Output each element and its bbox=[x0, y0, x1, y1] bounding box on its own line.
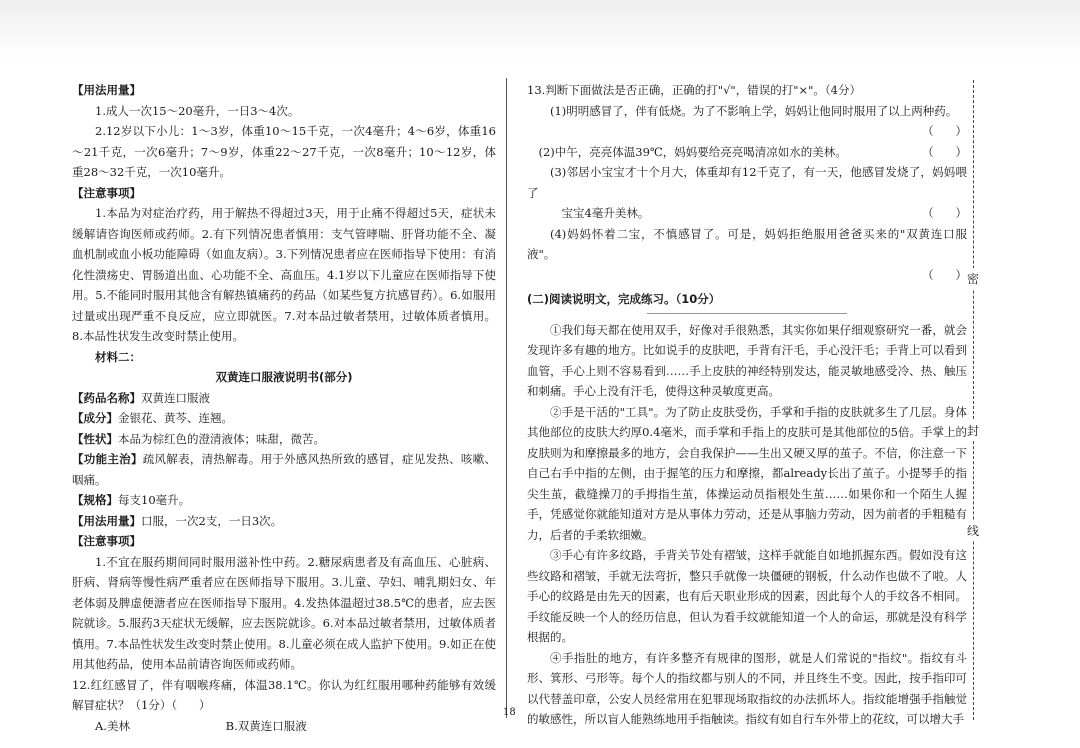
question-12-text: 12.红红感冒了，伴有咽喉疼痛，体温38.1℃。你认为红红服用哪种药能够有效缓解冒症状？（1分） bbox=[72, 677, 496, 712]
answer-paren: （ ） bbox=[922, 267, 967, 282]
page-number: 18 bbox=[503, 707, 516, 718]
usage2-label: 【用法用量】 bbox=[72, 513, 141, 528]
answer-paren: （ ） bbox=[922, 206, 967, 220]
paragraph-4: ④手指肚的地方，有许多整齐有规律的图形，就是人们常说的"指纹"。指纹有斗形、箕形、弓形等。每个人的指纹都与别人的不同，并且终生不变。因此，按手指印可以代替盖印章，公安人员经常用在犯罪现场取指纹的办法抓坏人。指纹能增强手指触觉的敏感性，所以盲人能熟练地用手指触读。指纹有如自行车外带上的花纹，可以增大手 bbox=[527, 650, 967, 726]
q13-item-3-text: 宝宝4毫升美林。 bbox=[561, 206, 650, 220]
q13-item-4-answer bbox=[527, 265, 967, 286]
q13-item-2-text: (2)中午，亮亮体温39℃，妈妈要给亮亮喝清凉如水的美林。 bbox=[538, 144, 847, 159]
notes2-heading: 【注意事项】 bbox=[72, 534, 141, 548]
material-title: 双黄连口服液说明书(部分) bbox=[215, 370, 353, 384]
question-12-options bbox=[72, 716, 496, 737]
q13-item-3: (3)邻居小宝宝才十个月大，体重却有12千克了，有一天，他感冒发烧了，妈妈喂了 bbox=[527, 165, 967, 200]
answer-paren: （ ） bbox=[922, 124, 967, 138]
paragraph-2: ②手是干活的"工具"。为了防止皮肤受伤，手掌和手指的皮肤就多生了几层。身体其他部位的皮肤大约厚0.4毫米，而手掌和手指上的皮肤可是其他部位的5倍。手掌上的皮肤则为和摩擦最多的地方，会自我保护——生出又硬又厚的茧子。不信，你注意一下自己右手中指的左侧，由于握笔的压力和摩擦，都already长出了茧子。小提琴手的指尖生茧，截缝操刀的手拇指生茧，体操运动员指根处生茧……如果你和一个陌生人握手，凭感觉你就能知道对方是从事体力劳动，还是从事脑力劳动，因为前者的手粗糙有力，后者的手柔软细嫩。 bbox=[527, 404, 967, 542]
q13-item-1-answer bbox=[527, 121, 967, 142]
function-value: 疏风解表，清热解毒。用于外感风热所致的感冒，症见发热、咳嗽、咽痛。 bbox=[72, 452, 497, 487]
usage-line-2: 2.12岁以下小儿：1～3岁，体重10～15千克，一次4毫升；4～6岁，体重16～21千克，一次6毫升；7～9岁，体重22～27千克，一次8毫升；10～12岁，体重28～32千克，一次10毫升。 bbox=[72, 124, 496, 179]
option-b: B.双黄连口服液 bbox=[225, 718, 307, 733]
function-row bbox=[72, 449, 496, 490]
spec-row bbox=[72, 490, 496, 511]
question-12 bbox=[72, 675, 496, 716]
answer-paren: （ ） bbox=[922, 144, 967, 159]
drug-name-value: 双黄连口服液 bbox=[141, 390, 210, 405]
notes-text: 1.本品为对症治疗药，用于解热不得超过3天，用于止痛不得超过5天，症状未缓解请咨询医师或药师。2.有下列情况患者慎用：支气管哮喘、肝肾功能不全、凝血机制或血小板功能障碍（如血友病）。3.下列情况患者应在医师指导下使用：有消化性溃疡史、胃肠道出血、心功能不全、高血压。4.1岁以下儿童应在医师指导下使用。5.不能同时服用其他含有解热镇痛药的药品（如某些复方抗感冒药）。6.如服用过量或出现严重不良反应，应立即就医。7.对本品过敏者禁用，过敏体质者慎用。8.本品性状发生改变时禁止使用。 bbox=[72, 206, 496, 343]
material-label: 材料二： bbox=[95, 349, 141, 364]
title-blank-line bbox=[647, 313, 847, 314]
question-12-answer-paren: （ ） bbox=[171, 698, 211, 712]
paragraph-3: ③手心有许多纹路，手背关节处有褶皱，这样手就能自如地抓握东西。假如没有这些纹路和褶皱，手就无法弯折，整只手就像一块僵硬的钢板，什么动作也做不了啦。人手心的纹路是由先天的因素，也有后天职业形成的因素，因此每个人的手纹各不相同。手纹能反映一个人的经历信息，但认为看手纹就能知道一个人的命运，那就是没有科学根据的。 bbox=[527, 548, 967, 644]
properties-value: 本品为棕红色的澄清液体；味甜，微苦。 bbox=[118, 431, 325, 446]
q13-item-4: (4)妈妈怀着二宝，不慎感冒了。可是，妈妈拒绝服用爸爸买来的"双黄连口服液"。 bbox=[527, 226, 967, 261]
usage2-row bbox=[72, 511, 496, 532]
usage2-value: 口服，一次2支，一日3次。 bbox=[141, 513, 283, 528]
ingredients-row bbox=[72, 408, 496, 429]
left-column bbox=[72, 80, 496, 736]
ingredients-label: 【成分】 bbox=[72, 411, 118, 425]
q13-item-3-cont bbox=[527, 203, 967, 224]
notes-heading: 【注意事项】 bbox=[72, 185, 141, 200]
question-13: 13.判断下面做法是否正确，正确的打"√"，错误的打"×"。（4分） bbox=[527, 83, 861, 97]
paragraph-1: ①我们每天都在使用双手，好像对手很熟悉，其实你如果仔细观察研究一番，就会发现许多有趣的地方。比如说手的皮肤吧，手背有汗毛，手心没汗毛；手背上可以看到血管，手心上则不容易看到……手上皮肤的神经特别发达，能灵敏地感受冷、热、触压和刺痛。手心上没有汗毛，使得这种灵敏度更高。 bbox=[527, 322, 967, 398]
scan-shadow bbox=[0, 0, 1080, 60]
spec-value: 每支10毫升。 bbox=[118, 493, 191, 507]
properties-row bbox=[72, 429, 496, 450]
drug-name-label: 【药品名称】 bbox=[72, 390, 141, 405]
column-divider bbox=[506, 78, 507, 718]
binding-line bbox=[973, 80, 975, 720]
drug-name-row bbox=[72, 388, 496, 409]
right-column bbox=[527, 80, 967, 730]
binding-char-closed: 封 bbox=[967, 420, 979, 441]
binding-char-seal: 密 bbox=[967, 268, 979, 289]
notes2-text: 1.不宜在服药期间同时服用滋补性中药。2.糖尿病患者及有高血压、心脏病、肝病、肾病等慢性病严重者应在医师指导下服用。3.儿童、孕妇、哺乳期妇女、年老体弱及脾虚便溏者应在医师指导下服用。4.发热体温超过38.5℃的患者，应去医院就诊。5.服药3天症状无缓解，应去医院就诊。6.对本品过敏者禁用，过敏体质者慎用。7.本品性状发生改变时禁止使用。8.儿童必须在成人监护下使用。9.如正在使用其他药品，使用本品前请咨询医师或药师。 bbox=[72, 554, 496, 671]
properties-label: 【性状】 bbox=[72, 431, 118, 446]
ingredients-value: 金银花、黄芩、连翘。 bbox=[118, 411, 233, 425]
usage-line-1: 1.成人一次15～20毫升，一日3～4次。 bbox=[95, 103, 300, 118]
q13-item-2 bbox=[527, 142, 967, 163]
usage-heading: 【用法用量】 bbox=[72, 83, 141, 97]
function-label: 【功能主治】 bbox=[72, 452, 143, 466]
q13-item-1: (1)明明感冒了，伴有低烧。为了不影响上学，妈妈让他同时服用了以上两种药。 bbox=[550, 103, 958, 118]
section-2-heading: (二)阅读说明文，完成练习。（10分） bbox=[527, 292, 721, 306]
binding-char-line: 线 bbox=[967, 520, 979, 541]
spec-label: 【规格】 bbox=[72, 493, 118, 507]
option-a: A.美林 bbox=[95, 718, 130, 733]
